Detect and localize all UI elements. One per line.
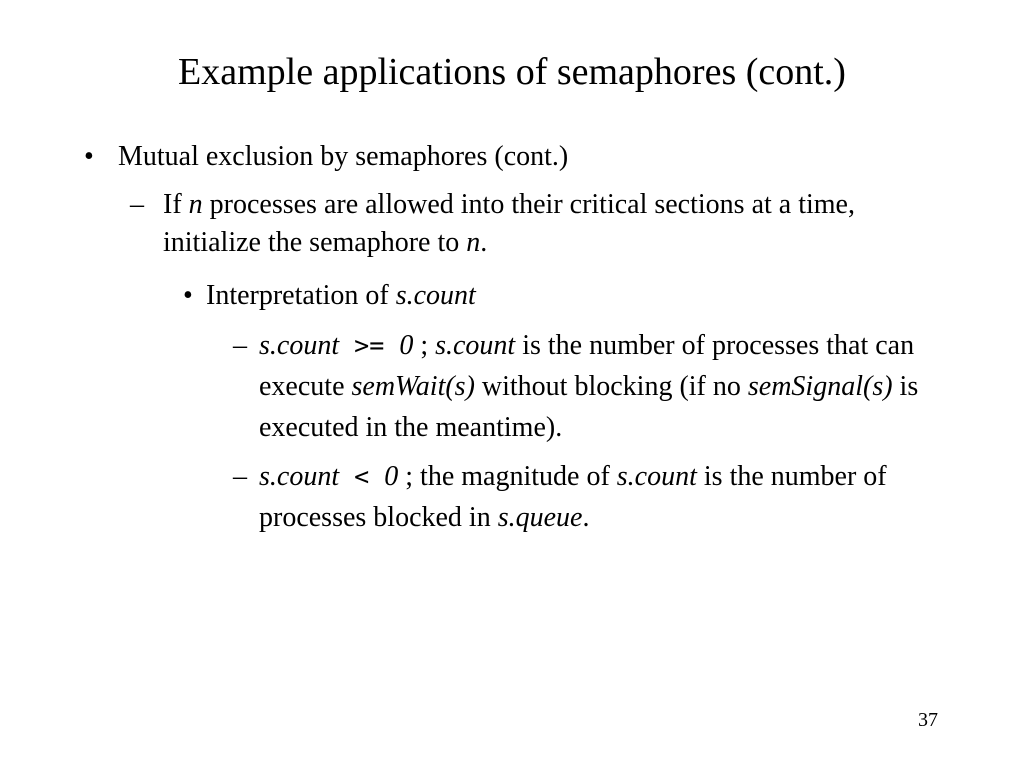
page-number: 37 [918, 709, 938, 731]
text-fragment: processes are allowed into their critical sections at a time, initialize the semaphore to [163, 189, 855, 258]
text-fragment: Interpretation of [206, 280, 396, 311]
bullet-marker: • [84, 141, 94, 172]
sub-bullet-text [259, 325, 949, 448]
text-fragment: is the number of processes blocked in [259, 461, 887, 533]
text-fragment: . [480, 227, 488, 258]
sub-bullet-text [259, 456, 949, 538]
function-semwait: semWait(s) [351, 371, 475, 402]
bullet-marker: • [183, 280, 193, 311]
dash-marker: – [233, 330, 247, 361]
variable-s-count: s.count [435, 330, 516, 361]
variable-s-count: s.count [616, 461, 697, 492]
bullet-text: Mutual exclusion by semaphores (cont.) [118, 141, 569, 172]
slide-title: Example applications of semaphores (cont.) [178, 51, 846, 93]
text-fragment: ; the magnitude of [398, 461, 617, 492]
variable-s-count: s.count [395, 280, 476, 311]
variable-s-count: s.count [259, 461, 340, 492]
text-fragment: is executed in the meantime). [259, 371, 919, 443]
text-fragment: is the number of processes that can execute [259, 330, 915, 402]
operator-lt: < [339, 462, 385, 491]
text-fragment: If [163, 189, 189, 220]
text-fragment: . [582, 502, 590, 533]
text-fragment: without blocking (if no [474, 371, 748, 402]
bullet-text [206, 277, 476, 315]
sub-bullet-text [163, 186, 943, 262]
zero-value: 0 [384, 461, 399, 492]
operator-gte: >= [339, 331, 400, 360]
variable-s-count: s.count [259, 330, 340, 361]
zero-value: 0 [399, 330, 414, 361]
variable-n: n [188, 189, 203, 220]
dash-marker: – [130, 189, 144, 220]
function-semsignal: semSignal(s) [747, 371, 893, 402]
variable-s-queue: s.queue [497, 502, 583, 533]
text-fragment: ; [413, 330, 436, 361]
variable-n: n [466, 227, 481, 258]
dash-marker: – [233, 461, 247, 492]
